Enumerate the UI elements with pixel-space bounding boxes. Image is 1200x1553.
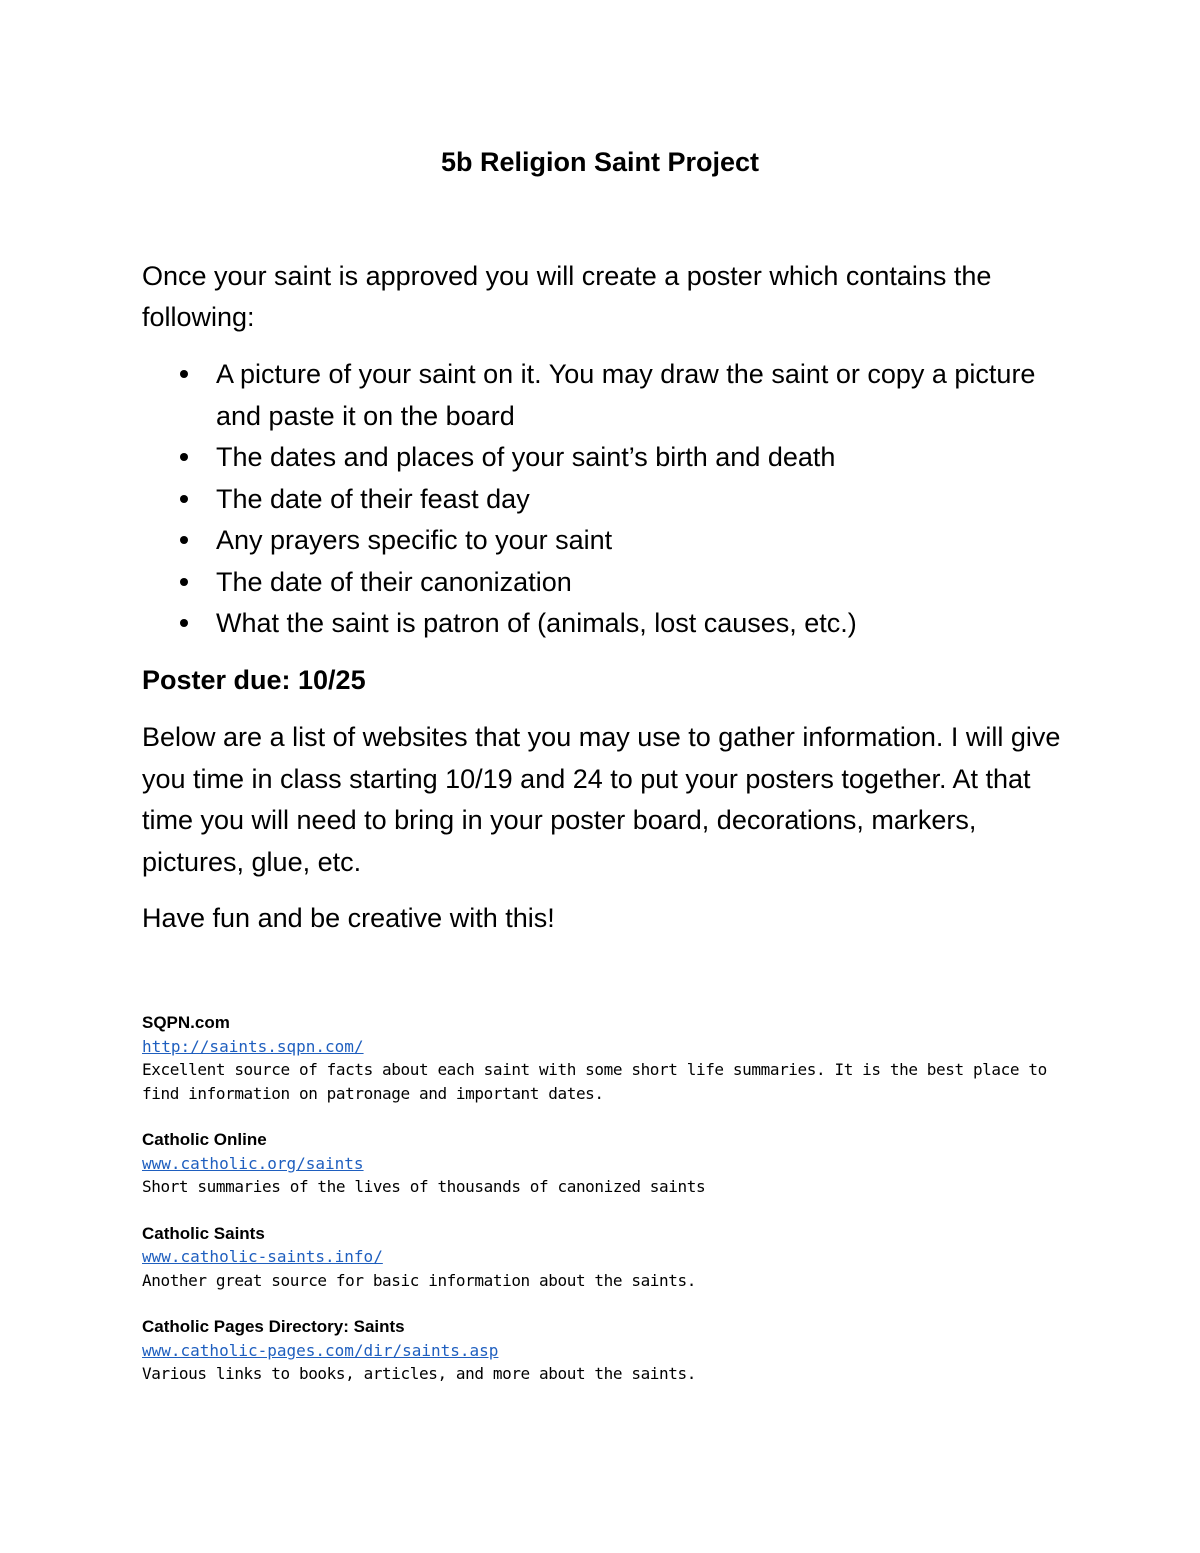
list-item: [142, 437, 1042, 479]
requirements-list: [142, 354, 1042, 645]
due-date: Poster due: 10/25: [142, 665, 366, 695]
list-item: [142, 603, 1042, 645]
resource-name: Catholic Saints: [142, 1223, 265, 1243]
resource-list: [142, 1011, 1062, 1409]
resource-name: Catholic Pages Directory: Saints: [142, 1317, 405, 1336]
resource-description: Excellent source of facts about each saint with some short life summaries. It is the best place to find information on patronage and important dates.: [142, 1060, 1047, 1103]
instructions-paragraph: Below are a list of websites that you may use to gather information. I will give you time in class starting 10/19 and 24 to put your posters together. At that time you will need to bring in your poster board, decorations, markers, pictures, glue, etc.: [142, 722, 1061, 877]
list-item: [142, 354, 1042, 437]
bullet-icon: [180, 619, 188, 627]
resource-item: [142, 1011, 1062, 1105]
list-item: [142, 562, 1042, 604]
resource-description: Another great source for basic information about the saints.: [142, 1270, 696, 1290]
list-item-text: What the saint is patron of (animals, lost causes, etc.): [216, 608, 857, 638]
list-item-text: Any prayers specific to your saint: [216, 525, 613, 555]
resource-item: [142, 1315, 1062, 1386]
intro-paragraph: Once your saint is approved you will create a poster which contains the following:: [142, 261, 992, 332]
bullet-icon: [180, 578, 188, 586]
resource-name: SQPN.com: [142, 1013, 230, 1032]
resource-link[interactable]: http://saints.sqpn.com/: [142, 1036, 364, 1056]
resource-link[interactable]: www.catholic-pages.com/dir/saints.asp: [142, 1340, 499, 1360]
list-item-text: The date of their feast day: [216, 483, 530, 514]
resource-item: [142, 1222, 1062, 1293]
bullet-icon: [180, 453, 188, 461]
bullet-icon: [180, 495, 188, 503]
list-item-text: The date of their canonization: [216, 566, 572, 597]
bullet-icon: [180, 370, 188, 378]
resource-description: Various links to books, articles, and more about the saints.: [142, 1364, 696, 1383]
closing-line: Have fun and be creative with this!: [142, 903, 555, 933]
resource-description: Short summaries of the lives of thousands of canonized saints: [142, 1177, 706, 1196]
list-item: [142, 479, 1042, 521]
resource-link[interactable]: www.catholic.org/saints: [142, 1153, 364, 1173]
list-item-text: The dates and places of your saint’s birth and death: [216, 442, 836, 472]
resource-link[interactable]: www.catholic-saints.info/: [142, 1247, 383, 1266]
list-item-text: A picture of your saint on it. You may draw the saint or copy a picture and paste it on the board: [216, 359, 1036, 431]
bullet-icon: [180, 536, 188, 544]
list-item: [142, 520, 1042, 562]
resource-name: Catholic Online: [142, 1130, 267, 1149]
document-title: 5b Religion Saint Project: [440, 147, 760, 177]
resource-item: [142, 1128, 1062, 1199]
